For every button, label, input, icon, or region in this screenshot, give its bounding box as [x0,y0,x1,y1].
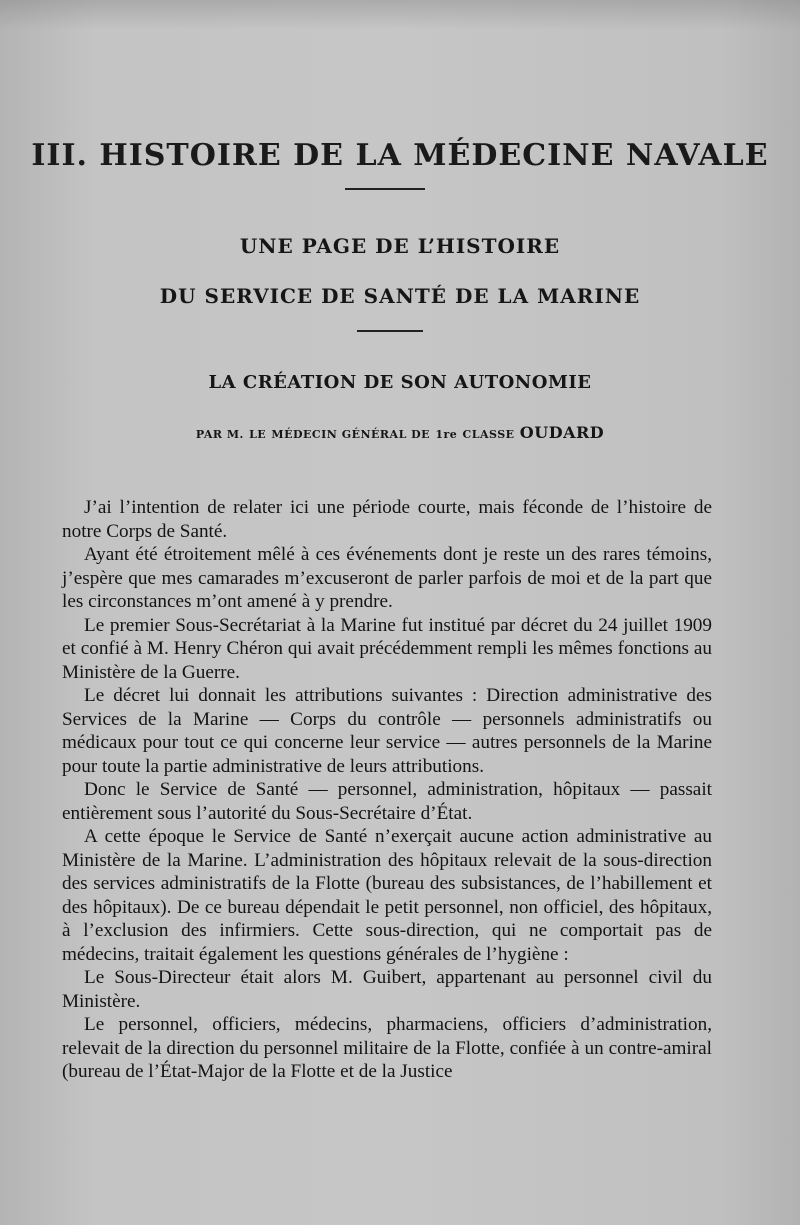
paragraph: Le décret lui donnait les attributions suivantes : Direction administrative des Services de la Marine — Corps du contrôle — personnels administratifs ou médicaux pour tout ce qui concerne leur service — autres personnels de la Marine pour toute la partie administrative de leurs attributions. [62,685,712,777]
paragraph: J’ai l’intention de relater ici une période courte, mais féconde de l’histoire de notre Corps de Santé. [62,497,712,542]
body-text [62,496,712,1084]
byline-classe: CLASSE [462,428,515,441]
paragraph: Ayant été étroitement mêlé à ces événements dont je reste un des rares témoins, j’espère que mes camarades m’excuseront de parler parfois de moi et de la part que les circonstances m’ont amené à y prendre. [62,544,712,612]
byline [0,423,800,442]
scan-shadow [0,0,800,30]
byline-rank: 1re [435,428,458,441]
subtitle-line-2: DU SERVICE DE SANTÉ DE LA MARINE [159,284,641,308]
byline-author: OUDARD [519,423,605,442]
paragraph: A cette époque le Service de Santé n’exerçait aucune action administrative au Ministère de la Marine. L’administration des hôpitaux relevait de la sous-direction des services administratifs de la Flotte (bureau des subsistances, de l’habillement et des hôpitaux). De ce bureau dépendait le petit personnel, non officiel, des hôpitaux, à l’exclusion des infirmiers. Cette sous-direction, qui ne comportait pas de médecins, traitait également les questions générales de l’hygiène : [62,826,712,965]
section-title: LA CRÉATION DE SON AUTONOMIE [208,372,592,393]
paragraph: Le personnel, officiers, médecins, pharmaciens, officiers d’administration, relevait de la direction du personnel militaire de la Flotte, confiée à un contre-amiral (bureau de l’État-Major de la Flotte et de la Justice [62,1014,712,1082]
paragraph: Le Sous-Directeur était alors M. Guibert, appartenant au personnel civil du Ministère. [62,967,712,1012]
byline-le: LE [249,428,267,441]
subtitle-rule [357,330,423,332]
paragraph: Le premier Sous-Secrétariat à la Marine fut institué par décret du 24 juillet 1909 et confié à M. Henry Chéron qui avait précédemment rempli les mêmes fonctions au Ministère de la Guerre. [62,614,712,683]
title-rule [345,188,425,190]
byline-par: PAR M. [195,428,244,441]
byline-medecin: MÉDECIN GÉNÉRAL DE [271,428,431,441]
paragraph: Donc le Service de Santé — personnel, administration, hôpitaux — passait entièrement sous l’autorité du Sous-Secrétaire d’État. [62,779,712,824]
subtitle-line-1: UNE PAGE DE L’HISTOIRE [239,234,561,258]
main-title: III. HISTOIRE DE LA MÉDECINE NAVALE [31,138,769,173]
